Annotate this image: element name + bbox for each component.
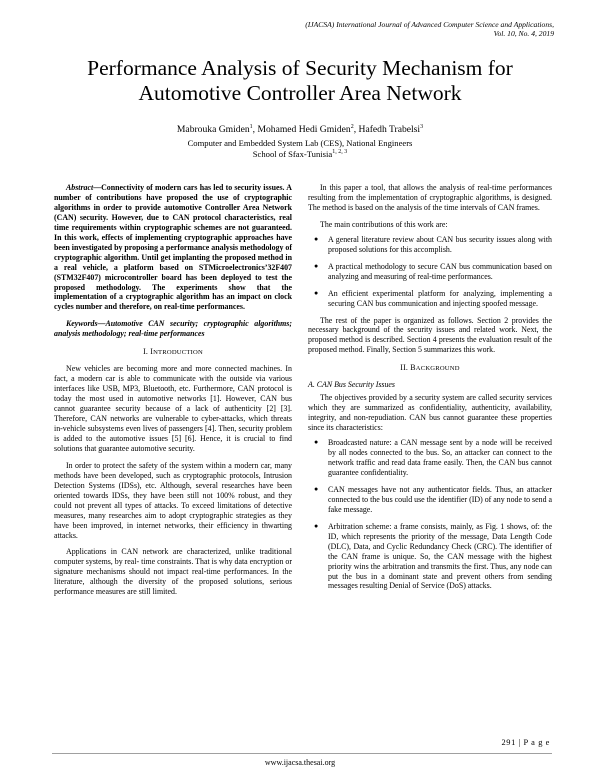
list-item-text: Broadcasted nature: a CAN message sent by a node will be received by all nodes connected to the bus. So, an attacker can connect to the network traffic and read data frame easily. Then, the CAN bus cannot guarantee confidentiality. [328, 438, 552, 477]
page-word: | P a g e [515, 738, 550, 747]
page-number-value: 291 [501, 738, 516, 747]
author-2-affil: 2 [350, 123, 354, 130]
list-item-text: Arbitration scheme: a frame consists, mainly, as Fig. 1 shows, of: the ID, which represents the priority of the message, Data Length Code (DLC), Data, and Cyclic Redundancy Check (CRC). The identifier of the CAN frame is unique. So, the CAN message with the highest priority wins the arbitration and transmits the first. Thus, any node can put the bus in a dominant state and prevent others from sending messages resulting Denial of Service (DoS) attacks. [328, 521, 552, 591]
bullet-icon: ● [314, 521, 319, 530]
section-heading-background [308, 363, 552, 374]
section-title-initial: B [410, 363, 416, 373]
paper-title [40, 56, 560, 106]
author-2: , Mohamed Hedi Gmiden [252, 124, 351, 135]
keywords-label: Keywords [66, 319, 98, 329]
affiliation [40, 138, 560, 160]
background-paragraph-1: The objectives provided by a security system are called security services which they are summarized as confidentiality, authenticity, availability, integrity, and non-repudiation. CAN bus cannot guarantee these properties since its characteristics: [308, 393, 552, 433]
list-item [308, 262, 552, 282]
subsection-heading: A. CAN Bus Security Issues [308, 380, 396, 390]
section-heading-introduction [54, 347, 292, 358]
right-paragraph-1: In this paper a tool, that allows the analysis of real-time performances resulting from the implementation of cryptographic algorithms, is designed. The method is based on the analysis of the time intervals of CAN frames. [308, 183, 552, 212]
title-line-2: Automotive Controller Area Network [138, 81, 462, 105]
bullet-icon: ● [314, 288, 319, 297]
author-3: , Hafedh Trabelsi [353, 124, 421, 135]
list-item-text: CAN messages have not any authenticator fields. Thus, an attacker connected to the bus could use the identifier (ID) of any node to send a fake message. [328, 484, 552, 514]
author-3-affil: 3 [420, 123, 424, 130]
section-title-rest: ACKGROUND [415, 365, 460, 373]
list-item [308, 235, 552, 255]
footer-url: www.ijacsa.thesai.org [264, 758, 336, 767]
contributions-list [308, 235, 552, 309]
list-item [308, 522, 552, 592]
bullet-icon: ● [314, 484, 319, 493]
section-title-initial: I [150, 347, 154, 357]
right-paragraph-3: The rest of the paper is organized as follows. Section 2 provides the necessary background of the security issues and related work. Next, the proposed method is described. Section 4 presents the evaluation result of the proposed method. Finally, Section 5 summarizes this work. [308, 315, 552, 355]
bullet-icon: ● [314, 234, 319, 243]
title-line-1: Performance Analysis of Security Mechanism for [87, 56, 513, 80]
keywords [54, 319, 292, 339]
list-item [308, 289, 552, 309]
list-item-text: An efficient experimental platform for analyzing, implementing a securing CAN bus communication and injecting spoofed message. [328, 288, 552, 308]
intro-paragraph-1: New vehicles are becoming more and more connected machines. In fact, a modern car is able to communicate with the outside via various interfaces like USB, MP3, Bluetooth, etc. Furthermore, CAN protocol is today the most used in automotive networks [1]. However, CAN bus cannot guarantee security because of a lack of authenticity [2] [3]. Therefore, CAN networks are vulnerable to cyber-attacks, which threats in-vehicle subsystems even lives of passengers [4]. Then, security problem is added to the automotive issues [5] [6]. Hence, it is crucial to find solutions that guarantee automotive security. [54, 364, 292, 453]
affiliation-school: School of Sfax-Tunisia [252, 149, 333, 159]
characteristics-list [308, 438, 552, 591]
affiliation-line-1: Computer and Embedded System Lab (CES), National Engineers [187, 138, 413, 148]
bullet-icon: ● [314, 438, 319, 447]
affiliation-sup: 1, 2, 3 [332, 149, 348, 156]
section-number: I. [143, 347, 149, 357]
author-1: Mabrouka Gmiden [176, 124, 250, 135]
abstract [54, 183, 292, 312]
footer-divider [52, 753, 552, 754]
author-list [40, 124, 560, 136]
page-number [502, 738, 551, 747]
abstract-label: Abstract [66, 183, 94, 192]
keywords-text: —Automotive CAN security; cryptographic algorithms; analysis methodology; real-time performances [54, 319, 292, 339]
contributions-intro: The main contributions of this work are: [320, 219, 448, 229]
bullet-icon: ● [314, 261, 319, 270]
section-title-rest: NTRODUCTION [153, 349, 203, 357]
list-item-text: A practical methodology to secure CAN bus communication based on analyzing and measuring of real-time performances. [328, 261, 552, 281]
abstract-text: —Connectivity of modern cars has led to security issues. A number of contributions have proposed the use of cryptographic algorithms in order to provide automotive Controller Area Network (CAN) security. However, due to CAN protocol characteristics, real time requirements within cryptographic schemes are not guaranteed. In this work, effects of implementing cryptographic approaches have been investigated by proposing a performance analysis methodology of cryptographic algorithm. Until get implanting the proposed method in a real vehicle, a platform based on STMicroelectronics’32F407 (STM32F407) microcontroller board has been deployed to test the proposed methodology. The experiments show that the implementation of a cryptographic algorithm has an impact on clock cycles number and therefore, on real-time performances. [54, 183, 292, 312]
left-column [54, 183, 292, 597]
author-1-affil: 1 [249, 123, 253, 130]
intro-paragraph-2: In order to protect the safety of the system within a modern car, many methods have been developed, such as cryptographic protocols, Intrusion Detection Systems (IDSs), etc. Although, several researches have been oriented towards IDSs, they have been still not 100% robust, and they could not prevent all types of attacks. To exceed limitations of detective measures, many researches aim to adopt cryptographic strategies as they have been improved, in internet networks, their efficiency in thwarting attacks. [54, 460, 292, 540]
list-item-text: A general literature review about CAN bus security issues along with proposed solutions for this accomplish. [328, 234, 552, 254]
list-item [308, 485, 552, 515]
running-header [154, 20, 554, 38]
section-number: II. [400, 363, 409, 373]
list-item [308, 438, 552, 478]
affiliation-line-2 [40, 149, 560, 160]
right-column [308, 183, 552, 598]
journal-name: (IJACSA) International Journal of Advanced Computer Science and Applications, [305, 20, 554, 29]
intro-paragraph-3: Applications in CAN network are characterized, unlike traditional computer systems, by real- time constraints. That is why data encryption or signature mechanisms should not impact real-time performances. In the literature, although the diversity of the proposed solutions, serious performance measures are still limited. [54, 547, 292, 597]
journal-volume: Vol. 10, No. 4, 2019 [493, 29, 554, 39]
